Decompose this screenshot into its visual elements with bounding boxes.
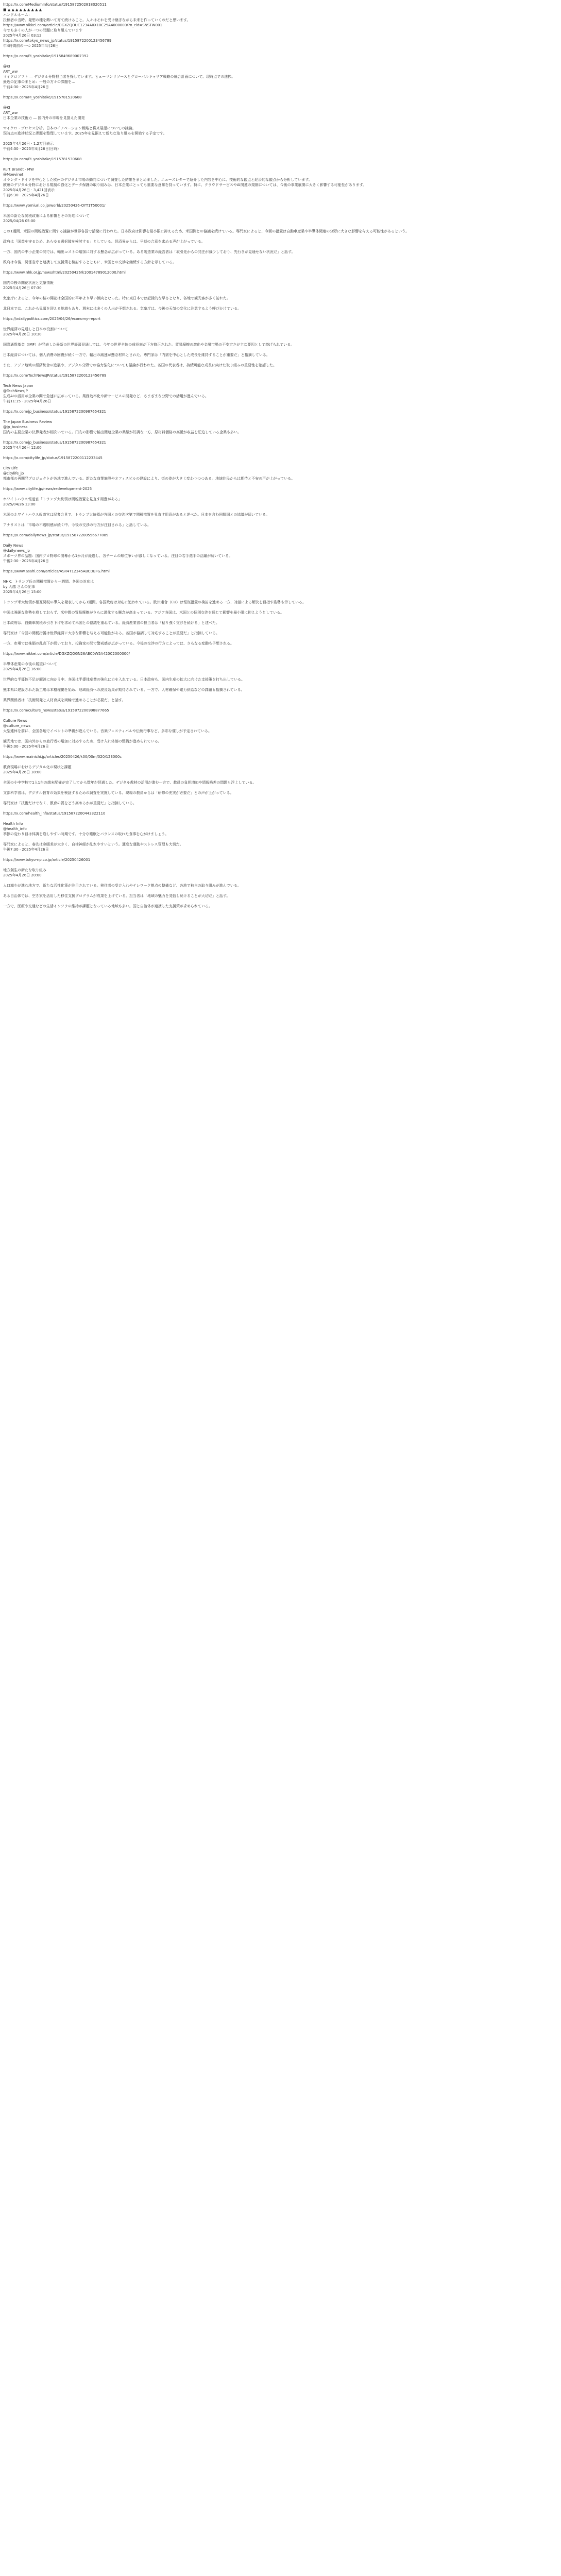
blank-line [3,775,558,780]
text-line: @jp_business [3,425,28,429]
text-line: 世界的な半導体不足が解消に向かう中、各国は半導体産業の強化に力を入れている。日本政府も、国内生産の拡大に向けた支援策を打ち出している。 [3,677,245,682]
url-link[interactable]: https://xdailypolitics.com/2025/04/26/economy-report [3,317,100,321]
url-link[interactable]: https://x.com/health_info/status/1915872200443322110 [3,811,106,816]
text-line: 2025年4月26日 12:00 [3,446,42,450]
sections-container [3,54,558,909]
text-line: トランプ米大統領が相互関税の導入を発表してから1週間。各国政府は対応に追われている。欧州連合（EU）は報復措置の検討を進める一方、対話による解決を目指す姿勢も示している。 [3,600,306,604]
text-line: 2025年4月26日 16:00 [3,667,42,671]
blank-line [3,574,558,579]
text-line: 2025年4月26日 15:00 [3,590,42,594]
blank-line [3,795,558,801]
blank-line [3,899,558,904]
text-line: @culture_news [3,724,31,728]
text-line: 専門家は「今回の関税措置は世界経済に大きな影響を与える可能性がある。各国が協調して対応することが重要だ」と指摘している。 [3,631,219,635]
post-section [3,157,558,198]
blank-line [3,862,558,868]
text-line: 2025年4月26日 20:00 [3,873,42,877]
url-link[interactable]: https://x.com/PI_yoshitake/1915781530608 [3,157,82,161]
url-link[interactable]: https://www.nhk.or.jp/news/html/20250426/k10014789012000.html [3,270,126,275]
url-line [3,373,558,378]
text-line: 一方、国内の中小企業の間では、輸出コストの増加に対する懸念が広がっている。ある製造業の経営者は「取引先からの発注が減少しており、先行きが見通せない状況だ」と話す。 [3,250,295,254]
url-line [3,316,558,321]
text-line: @health_info [3,827,27,831]
text-line: 文部科学省は、デジタル教育の効果を検証するための調査を実施している。現場の教員からは「研修の充実が必要だ」との声が上がっている。 [3,791,234,795]
text-line: 季節の変わり目は体調を崩しやすい時期です。十分な睡眠とバランスの取れた食事を心がけましょう。 [3,832,169,836]
blank-line [3,208,558,213]
post-section [3,270,558,311]
text-line: @TechNewsJP [3,389,28,393]
text-line: 専門家によると、春先は寒暖差が大きく、自律神経が乱れやすいという。適度な運動やストレス管理も大切だ。 [3,842,183,846]
text-line: 午後2:30 · 2025年4月26日 [3,559,49,563]
text-line: The Japan Business Review [3,420,53,424]
text-line: 米国のホワイトハウス報道官は記者会見で、トランプ大統領が各国との交渉次第で関税措置を見直す用意があると述べた。日本を含む同盟国との協議が続いている。 [3,513,270,517]
blank-line [3,492,558,497]
post-section [3,857,558,909]
url-line [3,54,558,59]
text-line: 観光地では、国内外からの旅行者の増加に対応するため、受け入れ体制の整備が進められている。 [3,739,162,743]
blank-line [3,538,558,543]
blank-line [3,692,558,698]
blank-line [3,816,558,821]
blank-line [3,595,558,600]
post-section [3,455,558,528]
document-page [0,0,561,920]
blank-line [3,759,558,765]
text-line: NHK：トランプ氏の関税措置から一週間、各国の対応は [3,580,94,584]
blank-line [3,347,558,352]
url-line [3,708,558,713]
url-line [3,754,558,759]
text-line: 政府は「国益を守るため、あらゆる選択肢を検討する」としている。経済界からは、早期の合意を求める声が上がっている。 [3,240,205,244]
text-line: 午前4:30 · 2025年4月26日(日時) [3,147,59,151]
text-line: 2025年4月26日 · 1.2万回表示 [3,142,54,146]
blank-line [3,378,558,383]
url-link[interactable]: https://x.com/jp_business/status/1915872200987654321 [3,410,107,414]
blank-line [3,888,558,893]
blank-line [3,625,558,631]
text-line: 中国は強硬な姿勢を崩しておらず、米中間の貿易摩擦がさらに激化する懸念が高まっている。アジア各国は、米国との個別交渉を通じて影響を最小限に抑えようとしている。 [3,611,284,615]
blank-line [3,615,558,620]
blank-line [3,224,558,229]
url-link[interactable]: https://www.nikkei.com/article/DGXZQOUC1234A0X10C25A4000000/?n_cid=SNSTW001 [3,23,162,27]
text-line: マイクロソフト — デジタル分野担当者を探しています。ヒューマンリソースとグローバルキャリア戦略の統合計画について。現時点での進捗。 [3,75,235,79]
url-link[interactable]: https://www.citylife.jp/news/redevelopment-2025 [3,487,92,491]
text-line: Tech News Japan [3,384,33,388]
text-line: 国内の桜の開花状況と気象情報 [3,281,54,285]
text-line: @KI [3,64,10,69]
blank-line [3,136,558,141]
url-line [3,38,558,43]
text-line: 2025年4月26日 10:30 [3,332,42,336]
text-line: 午後7:30 · 2025年4月26日 [3,848,49,852]
text-line: ART_ww [3,111,18,115]
text-line: 気象庁によると、今年の桜の開花は全国的に平年より早い傾向となった。特に東日本では記録的な早さとなり、各地で観光客が多く訪れた。 [3,296,230,300]
url-line [3,857,558,862]
url-link[interactable]: https://x.com/jp_business/status/1915872200987654321 [3,440,107,445]
blank-line [3,507,558,512]
blank-line [3,682,558,687]
text-line: 2025年4月26日 · 3,421回表示 [3,188,55,192]
text-line: Health Info [3,822,23,826]
blank-line [3,414,558,419]
url-line [3,270,558,275]
text-line: 専門家は「技術だけでなく、教育の質をどう高めるかが重要だ」と指摘している。 [3,801,137,805]
blank-line [3,713,558,718]
text-line: また、アジア地域の経済統合の進展や、デジタル分野での協力強化についても議論が行われた。各国の代表者は、持続可能な成長に向けた取り組みの重要性を確認した。 [3,363,277,367]
text-line: 午後5:00 · 2025年4月26日 [3,744,49,749]
post-section [3,811,558,852]
text-line: 午前4:30 · 2025年4月26日 [3,85,49,89]
url-line [3,157,558,162]
url-link[interactable]: https://x.com/TechNewsJP/status/1915872200123456789 [3,374,107,378]
url-link[interactable]: https://x.com/dailynews_jp/status/1915872200556677889 [3,533,109,537]
text-line: ある自治体では、空き家を活用した移住支援プログラムが成果を上げている。担当者は「地域の魅力を発信し続けることが大切だ」と話す。 [3,894,230,898]
url-link[interactable]: https://www.tokyo-np.co.jp/article/20250426001 [3,858,91,862]
text-line: 2025年4月26日 18:00 [3,770,42,774]
url-link[interactable]: https://x.com/tokyo_news_jp/status/1915872200123456789 [3,39,112,43]
url-link[interactable]: https://x.com/MediumInfo/status/1915872502818020511 [3,3,107,7]
text-line: 教育現場におけるデジタル化の現状と課題 [3,765,72,769]
text-line: 午前6:30 · 2025年4月26日 [3,193,49,197]
header-block [3,2,558,48]
post-section [3,95,558,151]
blank-line [3,837,558,842]
text-line: アナリストは「市場の不透明感が続く中、今後の交渉の行方が注目される」と話している。 [3,523,151,527]
text-line: @dailynews_jp [3,549,30,553]
text-line: 投稿者の当時。発想の種を蒔いて育て続けること。人々はそれを受け継ぎながら未来を作っていくのだと思います。 [3,18,191,22]
url-link[interactable]: https://www.mainichi.jp/articles/20250426/k00/00m/020/123000c [3,755,122,759]
url-link[interactable]: https://x.com/citylife_jp/status/1915872200112233445 [3,456,103,460]
text-line: 北日本では、これから見頃を迎える地域もあり、週末には多くの人出が予想される。気象庁は、今後の天気の変化に注意するよう呼びかけている。 [3,307,241,311]
url-line [3,23,558,28]
post-section [3,203,558,265]
blank-line [3,162,558,167]
text-line: 全国の小中学校で1人1台の端末配備が完了してから数年が経過した。デジタル教材の活用が進む一方で、教員の負担増加や情報格差の問題も浮上している。 [3,781,257,785]
post-section [3,409,558,450]
blank-line [3,59,558,64]
text-line: 最近の記事のまとめ：一般の方々の課題を… [3,80,75,84]
post-section [3,54,558,90]
text-line: @KI [3,106,10,110]
blank-line [3,244,558,249]
text-line: @citylife_jp [3,471,24,476]
text-line: 国内の主要企業の決算発表が相次いでいる。円安の影響で輸出関連企業の業績が好調な一方、原材料価格の高騰が収益を圧迫している企業も多い。 [3,430,241,434]
url-line [3,440,558,445]
blank-line [3,337,558,342]
text-line: 地方創生の新たな取り組み [3,868,46,872]
url-link[interactable]: https://x.com/culture_news/status/1915872200998877665 [3,708,109,713]
post-section [3,373,558,404]
blank-line [3,461,558,466]
blank-line [3,291,558,296]
text-line: 日本企業の技術力 — 国内外の市場を見据えた開発 [3,116,85,120]
url-line [3,651,558,656]
blank-line [3,785,558,790]
url-line [3,811,558,816]
post-section [3,569,558,646]
text-line: 一方で、医療や交通などの生活インフラの維持が課題となっている地域も多い。国と自治体が連携した支援策が求められている。 [3,904,212,908]
url-line [3,2,558,7]
blank-line [3,275,558,280]
text-line: 政府は今後、関係省庁と連携して支援策を検討するとともに、米国との交渉を継続する方針を示している。 [3,260,176,264]
blank-line [3,878,558,883]
text-line: 今でも多くの人が一つの問題に取り組んでいます [3,28,82,32]
blank-line [3,255,558,260]
url-line [3,533,558,538]
text-line: @Moevinet [3,173,24,177]
post-section [3,754,558,806]
text-line: 半導体産業の今後の展望について [3,662,57,666]
url-link[interactable]: https://www.nikkei.com/article/DGXZQOGN26ABC0W5A420C2000000/ [3,652,130,656]
blank-line [3,234,558,239]
url-line [3,455,558,461]
post-section [3,533,558,564]
text-line: 熊本県に建設された新工場は本格稼働を始め、地域経済への波及効果が期待されている。一方で、人材確保や電力供給などの課題も指摘されている。 [3,688,245,692]
blank-line [3,636,558,641]
text-line: スポーツ界の話題：国内プロ野球の開幕から1か月が経過し、各チームの順位争いが激しくなっている。注目の若手選手の活躍が続いている。 [3,554,233,558]
text-line: 欧州のデジタル分野における規制の強化とデータ保護の取り組みは、日本企業にとっても重要な意味を持っています。特に、クラウドサービスやAI関連の規制については、今後の事業展開に大きく影響する可能性があります。 [3,183,367,187]
text-line: 業界関係者は「技術開発と人材育成を両輪で進めることが必要だ」と話す。 [3,698,126,702]
text-line: この1週間、米国の関税措置に関する議論が世界各国で活発に行われた。日本政府は影響を最小限に抑えるため、米国側との協議を続けている。専門家によると、今回の措置は自動車産業や半導体関連の分野に大きな影響を与える可能性があるという。 [3,229,410,233]
text-line: City Life [3,466,18,470]
text-line: 人口減少が進む地方で、新たな活性化策が注目されている。移住者の受け入れやテレワーク拠点の整備など、各地で独自の取り組みが進んでいる。 [3,884,241,888]
text-line: オランダ・ドイツを中心とした欧州のデジタル市場の動向について調査した結果をまとめました。ニュースレターで紹介した内容を中心に、技術的な観点と経済的な観点から分析しています。 [3,178,312,182]
blank-line [3,435,558,440]
text-line: 大型連休を前に、全国各地でイベントの準備が進んでいる。音楽フェスティバルや伝統行事など、多彩な催しが予定されている。 [3,729,212,733]
text-line: Daily News [3,544,23,548]
url-line [3,569,558,574]
text-line: ■ ▲ ▲ ▲ ▲ ▲ ▲ ▲ ▲ ▲ [3,8,42,12]
url-link[interactable]: https://x.com/PI_yoshitake/1915849689007392 [3,54,89,58]
blank-line [3,605,558,610]
post-section [3,708,558,749]
text-line: 日本政府は、自動車関税の引き下げを求めて米国との協議を重ねている。経済産業省の担当者は「粘り強く交渉を続ける」と述べた。 [3,621,219,625]
blank-line [3,100,558,105]
text-line: 米国の新たな関税政策による影響とその対応について [3,214,90,218]
text-line: マイクロ・プロセス分析。日本のイノベーション戦略と将来展望についての議論。 [3,126,136,130]
text-line: by 大越 さんの記事 [3,585,36,589]
text-line: 2025/04/26 13:00 [3,502,36,506]
text-line: 国際通貨基金（IMF）が発表した最新の世界経済見通しでは、今年の世界全体の成長率が下方修正された。貿易摩擦の激化や金融市場の不安定さが主な要因として挙げられている。 [3,343,295,347]
text-line: 生成AIの活用が企業の間で急速に広がっている。業務効率化や新サービスの開発など、さまざまな分野での活用が進んでいる。 [3,394,209,398]
text-line: 都市部の再開発プロジェクトが各地で進んでいる。新たな商業施設やオフィスビルの建設により、街の姿が大きく変わりつつある。地域住民からは期待と不安の声が上がっている。 [3,477,295,481]
blank-line [3,121,558,126]
blank-line [3,358,558,363]
blank-line [3,656,558,662]
text-line: 日本経済については、個人消費の回復が続く一方で、輸出の減速が懸念材料とされた。専門家は「内需を中心とした成長を維持することが重要だ」と指摘している。 [3,353,270,357]
blank-line [3,672,558,677]
url-line [3,486,558,492]
text-line: 年4時間前の一つ 2025年4月26日 [3,44,59,48]
text-line: ホワイトハウス報道官「トランプ大統領は関税措置を見直す用意がある」 [3,497,122,501]
text-line: 一方、市場では株価の乱高下が続いており、投資家の間で警戒感が広がっている。今後の交渉の行方によっては、さらなる変動も予想される。 [3,641,234,646]
blank-line [3,481,558,486]
text-line: 2025年4月26日 07:30 [3,286,42,290]
url-link[interactable]: https://x.com/PI_yoshitake/1915781530608 [3,95,82,99]
text-line: ハンドルネーム： [3,13,32,17]
post-section [3,651,558,703]
text-line: ART_ww [3,70,18,74]
text-line: 世界経済の見通しと日本の役割について [3,327,68,331]
url-link[interactable]: https://www.asahi.com/articles/ASR4T12345ABCDEFG.html [3,569,110,573]
text-line: 2025年4月26日 03:12 [3,33,42,38]
post-section [3,316,558,368]
blank-line [3,321,558,327]
text-line: 2025/04/26 05:00 [3,219,36,223]
text-line: Culture News [3,719,27,723]
url-link[interactable]: https://www.yomiuri.co.jp/world/20250426-OYT1T50001/ [3,204,106,208]
blank-line [3,517,558,522]
url-line [3,203,558,208]
text-line: 現時点の進捗状況と課題を整理しています。2025年を見据えて新たな取り組みを開始する予定です。 [3,131,167,135]
url-line [3,409,558,414]
blank-line [3,734,558,739]
text-line: Kurt Brandt · MW [3,167,34,172]
url-line [3,95,558,100]
blank-line [3,301,558,306]
text-line: 午前11:15 · 2025年4月26日 [3,399,52,403]
